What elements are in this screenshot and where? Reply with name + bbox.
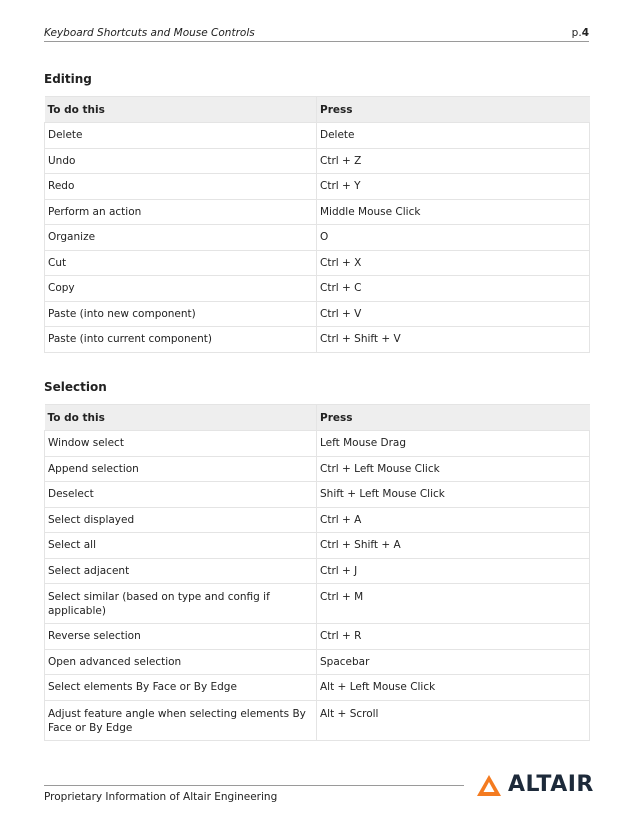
table-row [45, 507, 590, 533]
shortcut-cell: Shift + Left Mouse Click [317, 482, 590, 508]
column-header: To do this [45, 97, 317, 123]
shortcut-cell: Alt + Scroll [317, 700, 590, 740]
action-cell: Select similar (based on type and config if applicable) [45, 584, 317, 624]
table-row [45, 649, 590, 675]
action-cell: Paste (into new component) [45, 301, 317, 327]
footer-divider [44, 785, 464, 786]
action-cell: Adjust feature angle when selecting elements By Face or By Edge [45, 700, 317, 740]
action-cell: Window select [45, 431, 317, 457]
shortcut-cell: Ctrl + X [317, 250, 590, 276]
shortcut-cell: Ctrl + Y [317, 174, 590, 200]
table-row [45, 624, 590, 650]
table-header-row [45, 97, 590, 123]
shortcut-cell: Left Mouse Drag [317, 431, 590, 457]
header-title: Keyboard Shortcuts and Mouse Controls [44, 27, 255, 39]
section-title-selection: Selection [44, 380, 107, 394]
action-cell: Copy [45, 276, 317, 302]
footer-text: Proprietary Information of Altair Engineering [44, 791, 278, 803]
action-cell: Select all [45, 533, 317, 559]
action-cell: Reverse selection [45, 624, 317, 650]
table-row [45, 327, 590, 353]
shortcut-cell: Alt + Left Mouse Click [317, 675, 590, 701]
action-cell: Append selection [45, 456, 317, 482]
action-cell: Select adjacent [45, 558, 317, 584]
page-prefix: p. [571, 27, 582, 39]
action-cell: Delete [45, 123, 317, 149]
shortcut-cell: Ctrl + Z [317, 148, 590, 174]
shortcut-cell: Ctrl + Left Mouse Click [317, 456, 590, 482]
action-cell: Undo [45, 148, 317, 174]
shortcut-cell: Ctrl + R [317, 624, 590, 650]
table-row [45, 431, 590, 457]
shortcut-cell: Spacebar [317, 649, 590, 675]
column-header: Press [317, 97, 590, 123]
shortcut-cell: Ctrl + C [317, 276, 590, 302]
altair-logo-icon [476, 774, 502, 798]
table-row [45, 148, 590, 174]
table-row [45, 482, 590, 508]
shortcut-cell: Ctrl + Shift + V [317, 327, 590, 353]
table-row [45, 199, 590, 225]
action-cell: Deselect [45, 482, 317, 508]
action-cell: Organize [45, 225, 317, 251]
table-row [45, 675, 590, 701]
action-cell: Redo [45, 174, 317, 200]
action-cell: Select displayed [45, 507, 317, 533]
section-title-editing: Editing [44, 72, 92, 86]
page-number-value: 4 [581, 27, 589, 39]
table-row [45, 456, 590, 482]
table-row [45, 225, 590, 251]
shortcut-cell: Middle Mouse Click [317, 199, 590, 225]
action-cell: Perform an action [45, 199, 317, 225]
shortcut-cell: Ctrl + Shift + A [317, 533, 590, 559]
table-header-row [45, 405, 590, 431]
page-number [572, 27, 589, 39]
shortcut-cell: Ctrl + M [317, 584, 590, 624]
action-cell: Cut [45, 250, 317, 276]
column-header: Press [317, 405, 590, 431]
action-cell: Select elements By Face or By Edge [45, 675, 317, 701]
shortcut-cell: Ctrl + V [317, 301, 590, 327]
table-row [45, 558, 590, 584]
action-cell: Open advanced selection [45, 649, 317, 675]
shortcut-cell: Delete [317, 123, 590, 149]
altair-logo [476, 772, 594, 798]
shortcut-cell: Ctrl + A [317, 507, 590, 533]
table-row [45, 584, 590, 624]
action-cell: Paste (into current component) [45, 327, 317, 353]
page-header [44, 27, 589, 42]
column-header: To do this [45, 405, 317, 431]
table-row [45, 276, 590, 302]
shortcut-cell: Ctrl + J [317, 558, 590, 584]
shortcut-cell: O [317, 225, 590, 251]
altair-logo-wordmark: ALTAIR [508, 772, 594, 797]
table-row [45, 533, 590, 559]
editing-table [44, 96, 590, 353]
table-row [45, 250, 590, 276]
table-row [45, 123, 590, 149]
selection-table [44, 404, 590, 741]
table-row [45, 700, 590, 740]
table-row [45, 174, 590, 200]
table-row [45, 301, 590, 327]
